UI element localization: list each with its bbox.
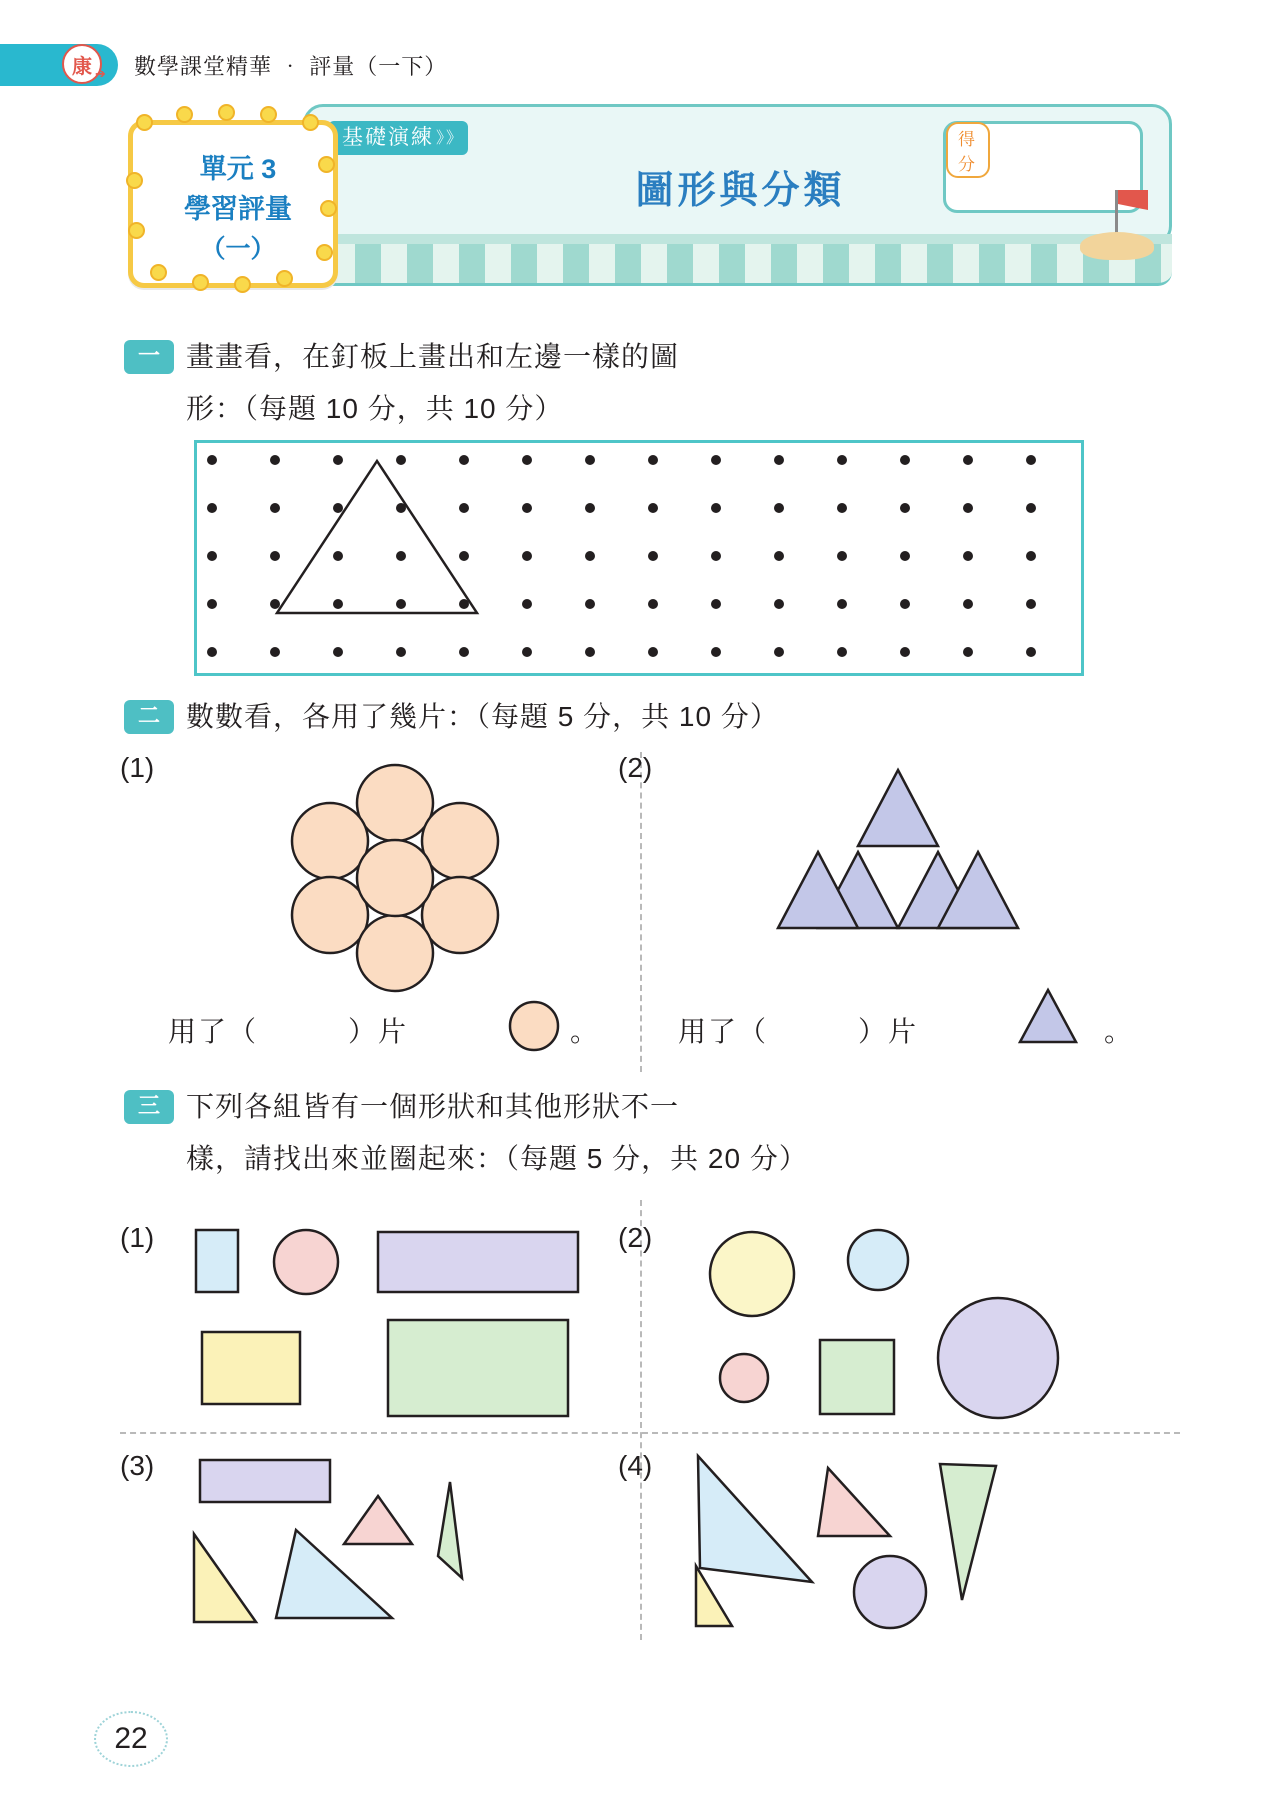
banner-body <box>303 104 1172 246</box>
circle-cluster-graphic <box>285 765 505 985</box>
geoboard-dot <box>900 503 910 513</box>
answer-unit-2-1: 。 <box>570 1016 601 1047</box>
geoboard-dot <box>333 647 343 657</box>
geoboard-dot <box>774 599 784 609</box>
bulb-icon <box>234 276 251 293</box>
answer-unit-2-2: 。 <box>1104 1016 1135 1047</box>
geoboard-dot <box>522 647 532 657</box>
divider-horizontal-q3 <box>120 1432 1180 1434</box>
geoboard-dot <box>900 647 910 657</box>
question-text-2: 數數看，各用了幾片：（每題 5 分，共 10 分） <box>186 701 779 732</box>
geoboard-dot <box>648 647 658 657</box>
geoboard-dot <box>900 599 910 609</box>
unit-badge <box>128 120 338 288</box>
page-number <box>94 1711 168 1767</box>
geoboard-dot <box>585 455 595 465</box>
bulb-icon <box>128 222 145 239</box>
geoboard-dot <box>522 551 532 561</box>
arrow-icon: ➔ <box>95 66 106 81</box>
bulb-icon <box>136 114 153 131</box>
triangle-cluster-graphic <box>780 770 1070 970</box>
bulb-icon <box>318 156 335 173</box>
publisher-mark: 康 <box>72 55 92 78</box>
bulb-icon <box>218 104 235 121</box>
geoboard-dot <box>459 599 469 609</box>
geoboard-dot <box>333 455 343 465</box>
title-banner <box>128 104 1172 294</box>
geoboard-dot <box>522 503 532 513</box>
geoboard-dot <box>333 551 343 561</box>
geoboard-dot <box>963 551 973 561</box>
question-marker-1: 一 <box>124 340 174 374</box>
geoboard-dot <box>270 551 280 561</box>
question-marker-3: 三 <box>124 1090 174 1124</box>
geoboard-dot <box>333 503 343 513</box>
geoboard-dot <box>837 503 847 513</box>
geoboard-dot <box>1026 455 1036 465</box>
geoboard-dot <box>774 647 784 657</box>
geoboard-dot <box>522 599 532 609</box>
geoboard-dot <box>459 503 469 513</box>
geoboard-dot <box>963 647 973 657</box>
section-ribbon: 基礎演練 》》 <box>328 121 468 155</box>
legend-triangle-icon <box>1018 990 1088 1056</box>
geoboard-dot <box>648 599 658 609</box>
geoboard-dot <box>459 455 469 465</box>
unit-subject: 學習評量 <box>184 194 292 224</box>
legend-circle-icon <box>508 1000 568 1060</box>
geoboard-dot <box>585 647 595 657</box>
item-label-2-1: (1) <box>120 752 155 783</box>
banner-title: 圖形與分類 <box>635 170 846 212</box>
geoboard-dot <box>270 455 280 465</box>
unit-index: （一） <box>200 235 276 263</box>
geoboard-dot <box>648 455 658 465</box>
geoboard-dot <box>963 599 973 609</box>
bulb-icon <box>176 106 193 123</box>
bulb-icon <box>316 244 333 261</box>
geoboard-dot <box>459 647 469 657</box>
shape-group-3-3[interactable] <box>200 1452 620 1652</box>
geoboard-dot <box>207 455 217 465</box>
geoboard-dot <box>774 551 784 561</box>
geoboard-dot <box>711 455 721 465</box>
geoboard-dot <box>396 551 406 561</box>
score-label: 得分 <box>946 122 990 178</box>
shape-group-3-2[interactable] <box>700 1228 1120 1428</box>
geoboard-dot <box>837 551 847 561</box>
geoboard-dot <box>1026 551 1036 561</box>
geoboard-dot <box>207 551 217 561</box>
geoboard-dot <box>1026 503 1036 513</box>
triangle-sample <box>277 461 477 613</box>
geoboard-dot <box>270 599 280 609</box>
divider-vertical-q3 <box>640 1200 642 1640</box>
geoboard-dot <box>396 647 406 657</box>
question-marker-2: 二 <box>124 700 174 734</box>
geoboard-dot <box>207 503 217 513</box>
geoboard-dot <box>648 551 658 561</box>
awning-decoration <box>303 234 1172 286</box>
geoboard-dot <box>585 599 595 609</box>
geoboard-dot <box>585 503 595 513</box>
geoboard-dot <box>774 455 784 465</box>
question-text-3-line2: 樣，請找出來並圈起來：（每題 5 分，共 20 分） <box>186 1143 808 1174</box>
question-text-1-line2: 形：（每題 10 分，共 10 分） <box>186 393 564 424</box>
geoboard-dot <box>1026 647 1036 657</box>
answer-text-2-1[interactable]: 用了（ ）片 <box>168 1016 409 1047</box>
geoboard-dot <box>585 551 595 561</box>
geoboard-dot <box>711 503 721 513</box>
shape-group-3-1[interactable] <box>196 1228 616 1418</box>
bulb-icon <box>260 106 277 123</box>
geoboard-dot <box>900 455 910 465</box>
geoboard-dot <box>774 503 784 513</box>
header-title: 數學課堂精華 ‧ 評量（一下） <box>134 54 448 79</box>
geoboard-dot <box>333 599 343 609</box>
bulb-icon <box>276 270 293 287</box>
unit-number: 單元 3 <box>199 154 277 184</box>
geoboard-dot <box>270 503 280 513</box>
geoboard-dot <box>711 599 721 609</box>
sand-mound <box>1080 232 1154 260</box>
item-label-3-1: (1) <box>120 1222 155 1253</box>
geoboard-dot <box>522 455 532 465</box>
bulb-icon <box>150 264 167 281</box>
bulb-icon <box>192 274 209 291</box>
item-label-3-4: (4) <box>618 1450 653 1481</box>
item-label-2-2: (2) <box>618 752 653 783</box>
answer-text-2-2[interactable]: 用了（ ）片 <box>678 1016 919 1047</box>
geoboard-dot <box>1026 599 1036 609</box>
question-text-3-line1: 下列各組皆有一個形狀和其他形狀不一 <box>186 1091 680 1122</box>
geoboard-dot <box>648 503 658 513</box>
shape-group-3-4[interactable] <box>700 1440 1120 1650</box>
question-text-1-line1: 畫畫看，在釘板上畫出和左邊一樣的圖 <box>186 341 680 372</box>
geoboard-dot <box>837 647 847 657</box>
geoboard-dot <box>900 551 910 561</box>
geoboard-dot <box>711 647 721 657</box>
geoboard-dot <box>837 455 847 465</box>
geoboard-dot <box>963 455 973 465</box>
item-label-3-2: (2) <box>618 1222 653 1253</box>
geoboard-graphic <box>197 443 1081 673</box>
geoboard-dot <box>270 647 280 657</box>
geoboard-dot <box>837 599 847 609</box>
divider-vertical-q2 <box>640 752 642 1072</box>
score-box[interactable] <box>943 121 1143 213</box>
geoboard-dot <box>396 455 406 465</box>
item-label-3-3: (3) <box>120 1450 155 1481</box>
geoboard[interactable] <box>194 440 1084 676</box>
geoboard-dot <box>459 551 469 561</box>
geoboard-dot <box>396 503 406 513</box>
geoboard-dot <box>963 503 973 513</box>
geoboard-dot <box>207 647 217 657</box>
bulb-icon <box>126 172 143 189</box>
bulb-icon <box>320 200 337 217</box>
geoboard-dot <box>396 599 406 609</box>
geoboard-dot <box>711 551 721 561</box>
page-number-value: 22 <box>114 1722 148 1755</box>
bulb-icon <box>302 114 319 131</box>
geoboard-dot <box>207 599 217 609</box>
